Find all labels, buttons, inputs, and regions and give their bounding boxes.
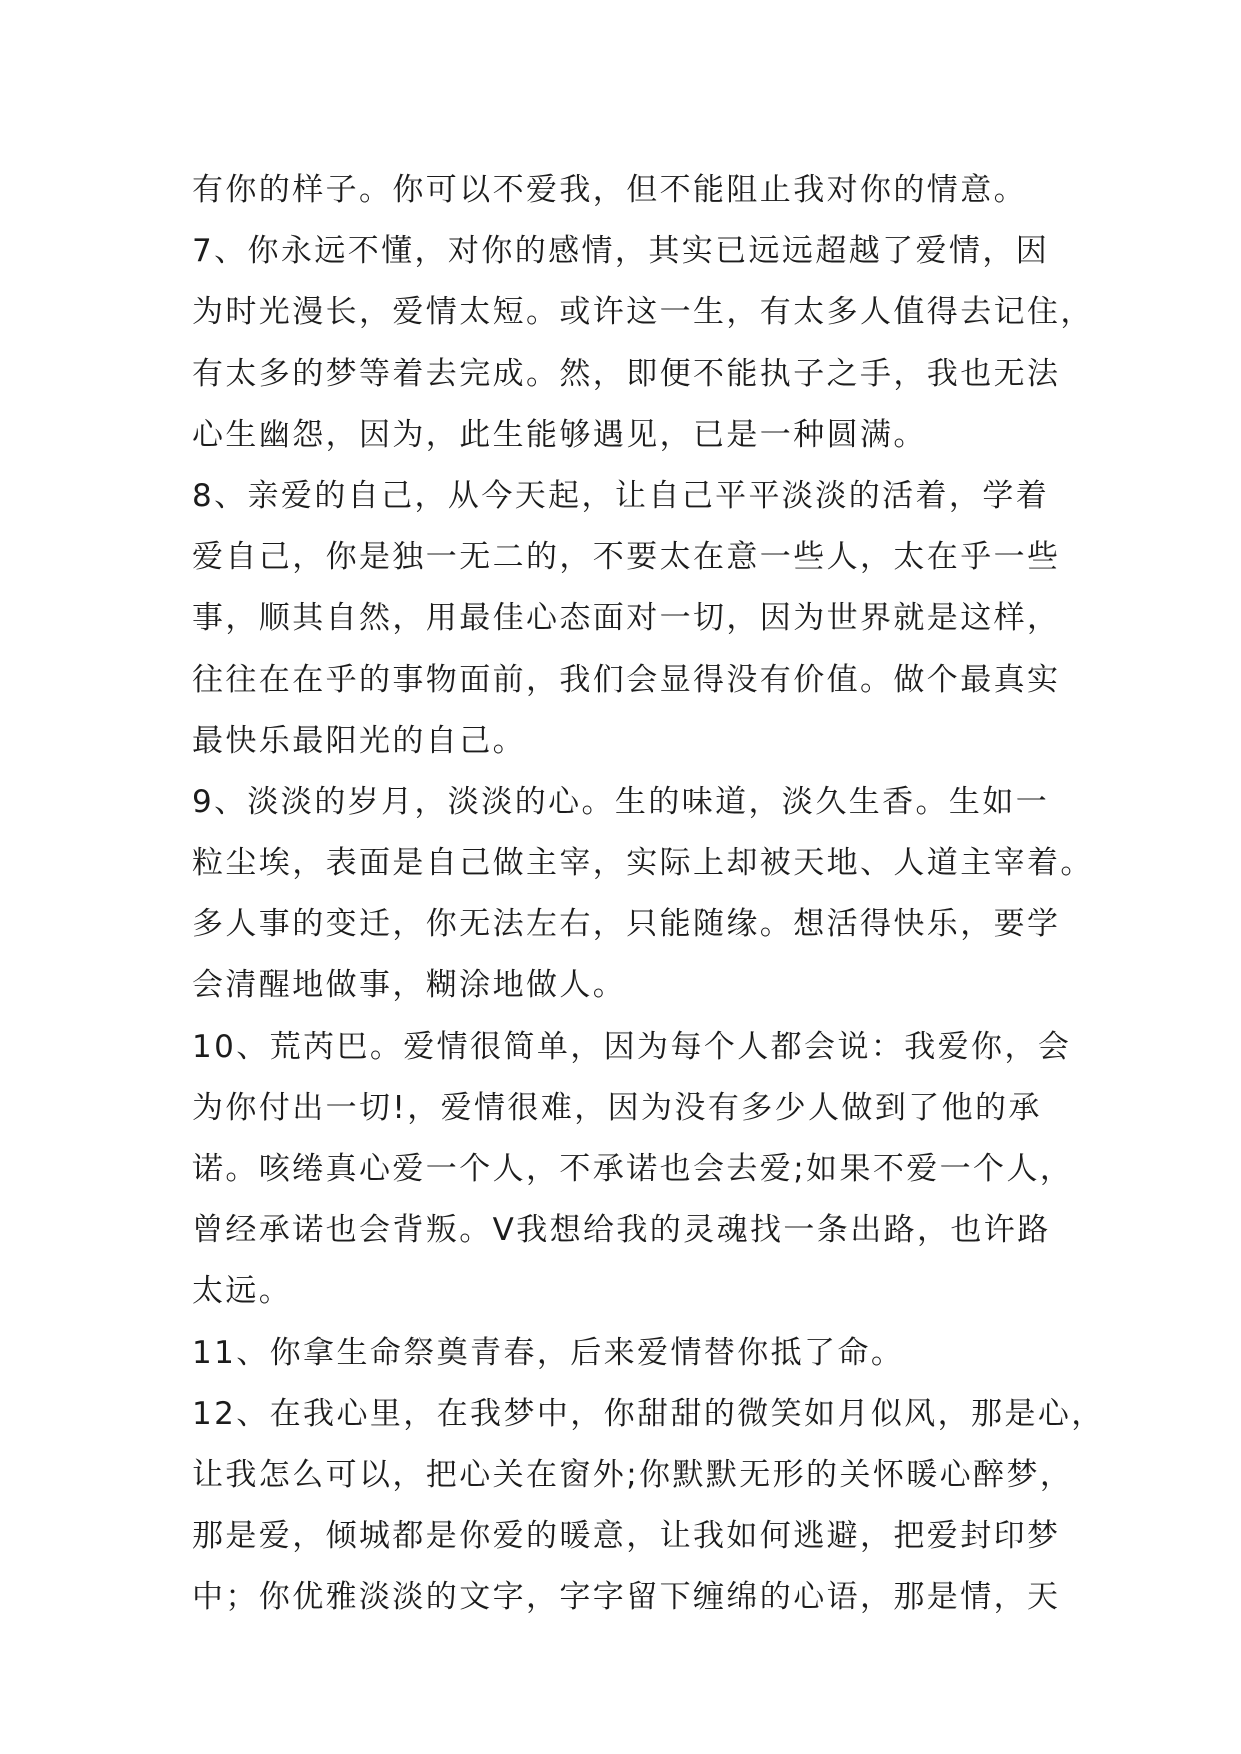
text-line: 心生幽怨，因为，此生能够遇见，已是一种圆满。	[192, 416, 927, 453]
text-line: 中；你优雅淡淡的文字，字字留下缠绵的心语，那是情，天	[192, 1579, 1061, 1616]
text-line: 7、你永远不懂，对你的感情，其实已远远超越了爱情，因	[192, 233, 1050, 270]
text-line: 多人事的变迁，你无法左右，只能随缘。想活得快乐，要学	[192, 906, 1061, 943]
text-line: 让我怎么可以，把心关在窗外;你默默无形的关怀暖心醉梦，	[192, 1456, 1074, 1493]
text-line: 往往在在乎的事物面前，我们会显得没有价值。做个最真实	[192, 661, 1061, 698]
text-line: 为时光漫长，爱情太短。或许这一生，有太多人值得去记住，	[192, 294, 1094, 331]
text-line: 那是爱，倾城都是你爱的暖意，让我如何逃避，把爱封印梦	[192, 1518, 1061, 1555]
text-line: 事，顺其自然，用最佳心态面对一切，因为世界就是这样，	[192, 600, 1061, 637]
text-line: 为你付出一切!，爱情很难，因为没有多少人做到了他的承	[192, 1089, 1042, 1126]
text-line: 爱自己，你是独一无二的，不要太在意一些人，太在乎一些	[192, 539, 1061, 576]
text-line: 8、亲爱的自己，从今天起，让自己平平淡淡的活着，学着	[192, 477, 1050, 514]
text-line: 9、淡淡的岁月，淡淡的心。生的味道，淡久生香。生如一	[192, 783, 1050, 820]
text-line: 11、你拿生命祭奠青春，后来爱情替你抵了命。	[192, 1334, 905, 1371]
text-line: 10、荒芮巴。爱情很简单，因为每个人都会说：我爱你，会	[192, 1028, 1072, 1065]
text-line: 有太多的梦等着去完成。然，即便不能执子之手，我也无法	[192, 355, 1061, 392]
text-line: 太远。	[192, 1273, 293, 1310]
text-line: 有你的样子。你可以不爱我，但不能阻止我对你的情意。	[192, 172, 1027, 208]
body-text	[192, 160, 1105, 1629]
text-line: 会清醒地做事，糊涂地做人。	[192, 967, 627, 1004]
text-line: 粒尘埃，表面是自己做主宰，实际上却被天地、人道主宰着。	[192, 845, 1094, 882]
text-line: 最快乐最阳光的自己。	[192, 722, 526, 759]
text-line: 12、在我心里，在我梦中，你甜甜的微笑如月似风，那是心，	[192, 1395, 1105, 1432]
text-line: 曾经承诺也会背叛。V我想给我的灵魂找一条出路，也许路	[192, 1212, 1051, 1249]
text-line: 诺。咳绻真心爱一个人，不承诺也会去爱;如果不爱一个人，	[192, 1151, 1074, 1187]
